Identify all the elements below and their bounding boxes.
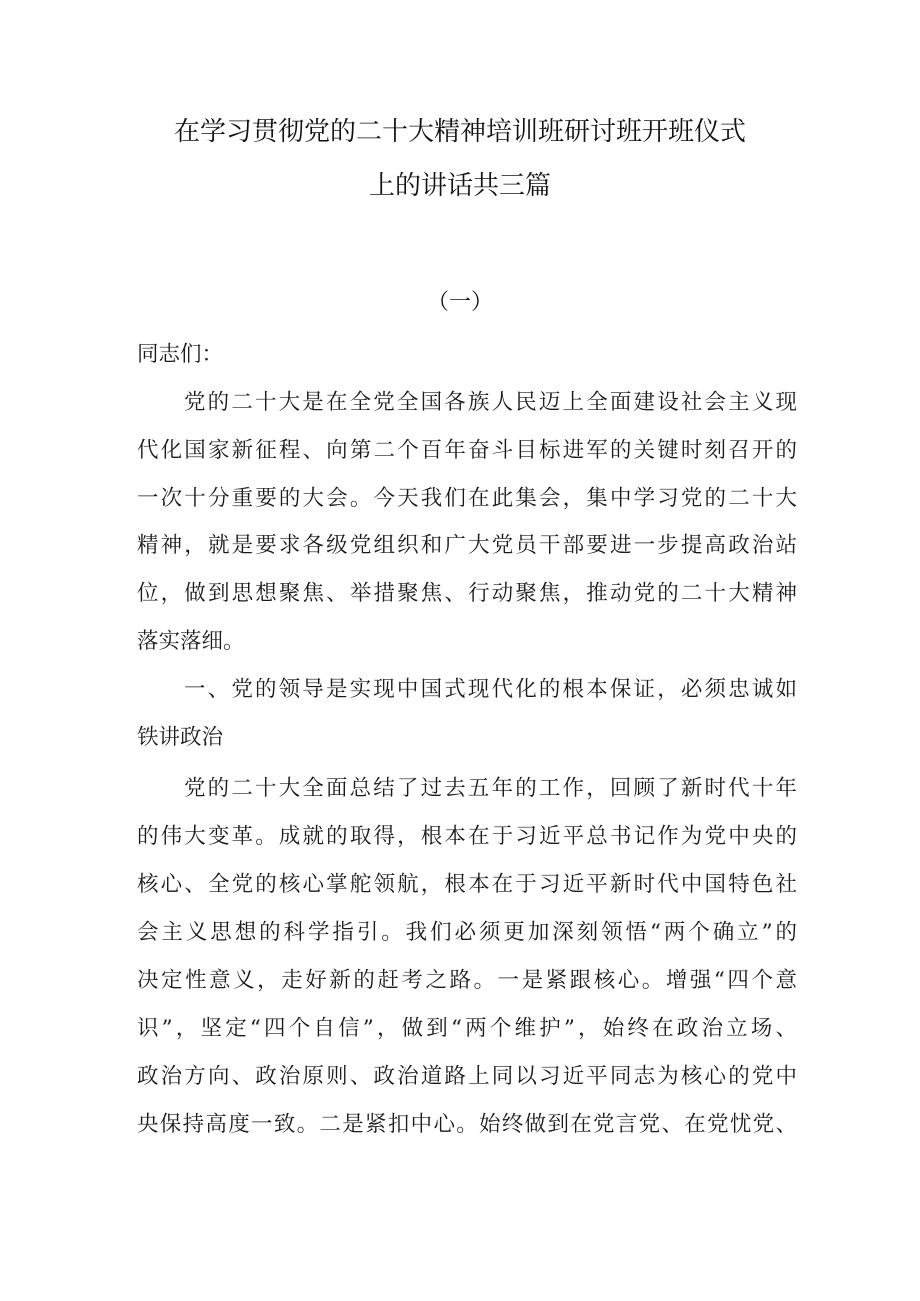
body-line: 的伟大变革。成就的取得，根本在于习近平总书记作为党中央的: [137, 824, 797, 849]
body-line: 识”，坚定“四个自信”，做到“两个维护”，始终在政治立场、: [137, 1016, 797, 1041]
body-line: 位，做到思想聚焦、举措聚焦、行动聚焦，推动党的二十大精神: [137, 581, 797, 606]
section-marker: （一）: [426, 290, 493, 315]
section-heading-line: 铁讲政治: [137, 725, 224, 750]
body-line: 一次十分重要的大会。今天我们在此集会，集中学习党的二十大: [137, 486, 797, 511]
body-line: 党的二十大全面总结了过去五年的工作，回顾了新时代十年: [184, 776, 797, 801]
body-line: 落实落细。: [137, 629, 245, 654]
salutation: 同志们：: [137, 342, 224, 367]
document-title-line-1: 在学习贯彻党的二十大精神培训班研讨班开班仪式: [173, 117, 746, 147]
body-line: 代化国家新征程、向第二个百年奋斗目标进军的关键时刻召开的: [137, 438, 797, 463]
body-line: 会主义思想的科学指引。我们必须更加深刻领悟“两个确立”的: [137, 920, 797, 945]
body-line: 精神，就是要求各级党组织和广大党员干部要进一步提高政治站: [137, 533, 797, 558]
body-line: 央保持高度一致。二是紧扣中心。始终做到在党言党、在党忧党、: [137, 1112, 797, 1137]
document-title-line-2: 上的讲话共三篇: [368, 171, 551, 201]
body-line: 决定性意义，走好新的赶考之路。一是紧跟核心。增强“四个意: [137, 968, 797, 993]
body-line: 党的二十大是在全党全国各族人民迈上全面建设社会主义现: [184, 390, 797, 415]
body-line: 核心、全党的核心掌舵领航，根本在于习近平新时代中国特色社: [137, 872, 797, 897]
section-heading-line: 一、党的领导是实现中国式现代化的根本保证，必须忠诚如: [184, 677, 797, 702]
body-line: 政治方向、政治原则、政治道路上同以习近平同志为核心的党中: [137, 1064, 797, 1089]
